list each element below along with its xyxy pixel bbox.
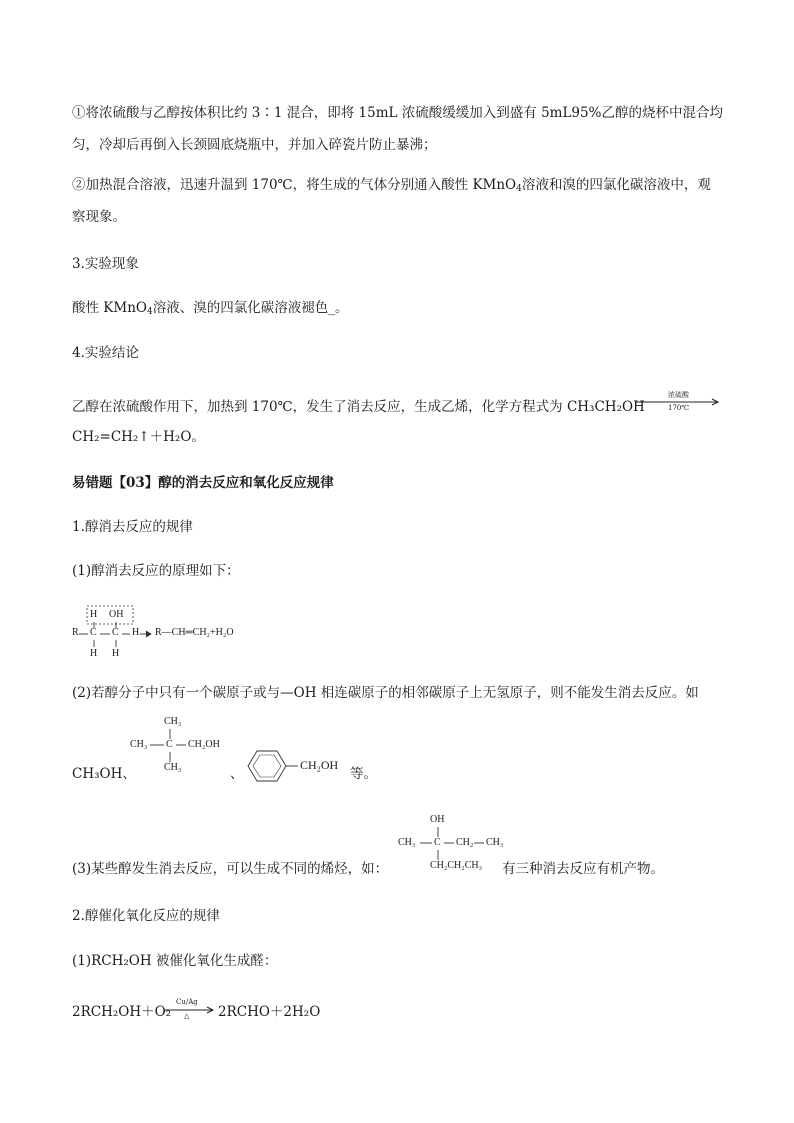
- oxidation-eq-left: 2RCH₂OH＋O₂: [72, 1004, 172, 1020]
- sub2-title: 2.醇催化氧化反应的规律: [72, 908, 220, 924]
- neo-top: CH₃: [164, 716, 182, 727]
- mech-c1: C: [90, 627, 97, 638]
- rule3-molecule: [398, 812, 508, 876]
- neo-right: CH₂OH: [188, 739, 220, 750]
- section4-title: 4.实验结论: [72, 345, 139, 361]
- rule3-left: CH₃: [398, 837, 416, 848]
- neo-center: C: [166, 739, 173, 750]
- rule2-comma: 、: [230, 766, 244, 782]
- benzyl-ch2oh: CH₂OH: [300, 758, 339, 772]
- rule3-center: C: [434, 837, 441, 848]
- principle-title: (1)醇消去反应的原理如下：: [72, 563, 240, 579]
- conclusion-arrow-bottom: 170℃: [668, 404, 690, 412]
- step1-line2: 匀，冷却后再倒入长颈圆底烧瓶中，并加入碎瓷片防止暴沸；: [72, 137, 437, 153]
- oxidation-title: (1)RCH₂OH 被催化氧化生成醛：: [72, 953, 278, 969]
- conclusion-arrow-top: 浓硫酸: [668, 391, 689, 399]
- step2-line1: [72, 176, 711, 198]
- mech-h-bot1: H: [90, 648, 98, 659]
- conclusion-arrow: [636, 390, 722, 416]
- mech-h-bot2: H: [112, 648, 120, 659]
- mech-h-top: H: [90, 609, 98, 620]
- neo-bottom: CH₃: [164, 762, 182, 773]
- rule2-text: (2)若醇分子中只有一个碳原子或与—OH 相连碳原子的相邻碳原子上无氢原子，则不能发生消去反应。如: [72, 685, 699, 701]
- step2-line1-sub: 4: [516, 184, 522, 194]
- phenomenon-b: 溶液、溴的四氯化碳溶液褪色_。: [152, 300, 349, 316]
- oxidation-arrow-bottom: △: [184, 1012, 190, 1020]
- conclusion-line1: 乙醇在浓硫酸作用下，加热到 170℃，发生了消去反应，生成乙烯，化学方程式为 CH₃CH₂OH: [72, 399, 645, 415]
- oxidation-arrow-top: Cu/Ag: [176, 998, 198, 1006]
- mech-oh-top: OH: [109, 609, 124, 620]
- rule3-right2: CH₃: [486, 837, 504, 848]
- mech-h-right: H: [132, 627, 140, 638]
- rule2-ch3oh: CH₃OH、: [72, 766, 136, 782]
- step2-line2: 察现象。: [72, 209, 126, 225]
- elimination-mechanism: [70, 604, 270, 664]
- mech-r: R: [72, 627, 79, 638]
- step2-line1-b: 溶液和溴的四氯化碳溶液中，观: [521, 177, 711, 193]
- rule2-tail: 等。: [350, 766, 377, 782]
- rule3-right1: CH₂: [456, 837, 474, 848]
- oxidation-eq-right: 2RCHO＋2H₂O: [218, 1004, 321, 1020]
- mech-product: R—CH═CH₂+H₂O: [155, 627, 234, 638]
- section-heading: 易错题【03】醇的消去反应和氧化反应规律: [72, 475, 334, 491]
- mech-c2: C: [112, 627, 119, 638]
- step2-line1-a: ②加热混合溶液，迅速升温到 170℃，将生成的气体分别通入酸性 KMnO: [72, 177, 517, 193]
- oxidation-arrow-icon: [164, 1006, 216, 1018]
- sub1-title: 1.醇消去反应的规律: [72, 519, 193, 535]
- conclusion-line2: CH₂=CH₂↑＋H₂O。: [72, 429, 205, 445]
- neo-left: CH₃: [130, 739, 148, 750]
- phenomenon-text: [72, 299, 348, 321]
- benzyl-alcohol-structure: [242, 746, 352, 786]
- neopentyl-alcohol-structure: [128, 714, 238, 778]
- rule3-bottom: CH₂CH₂CH₃: [430, 860, 483, 871]
- rule3-tail: 有三种消去反应有机产物。: [502, 861, 664, 877]
- rule3-top: OH: [430, 814, 445, 825]
- section3-title: 3.实验现象: [72, 256, 139, 272]
- step1-line1: ①将浓硫酸与乙醇按体积比约 3∶1 混合，即将 15mL 浓硫酸缓缓加入到盛有 5mL95%乙醇的烧杯中混合均: [72, 105, 723, 121]
- phenomenon-sub: 4: [146, 307, 153, 317]
- phenomenon-a: 酸性 KMnO: [72, 300, 147, 316]
- rule3-text: (3)某些醇发生消去反应，可以生成不同的烯烃，如：: [72, 861, 389, 877]
- oxidation-arrow: [164, 998, 216, 1024]
